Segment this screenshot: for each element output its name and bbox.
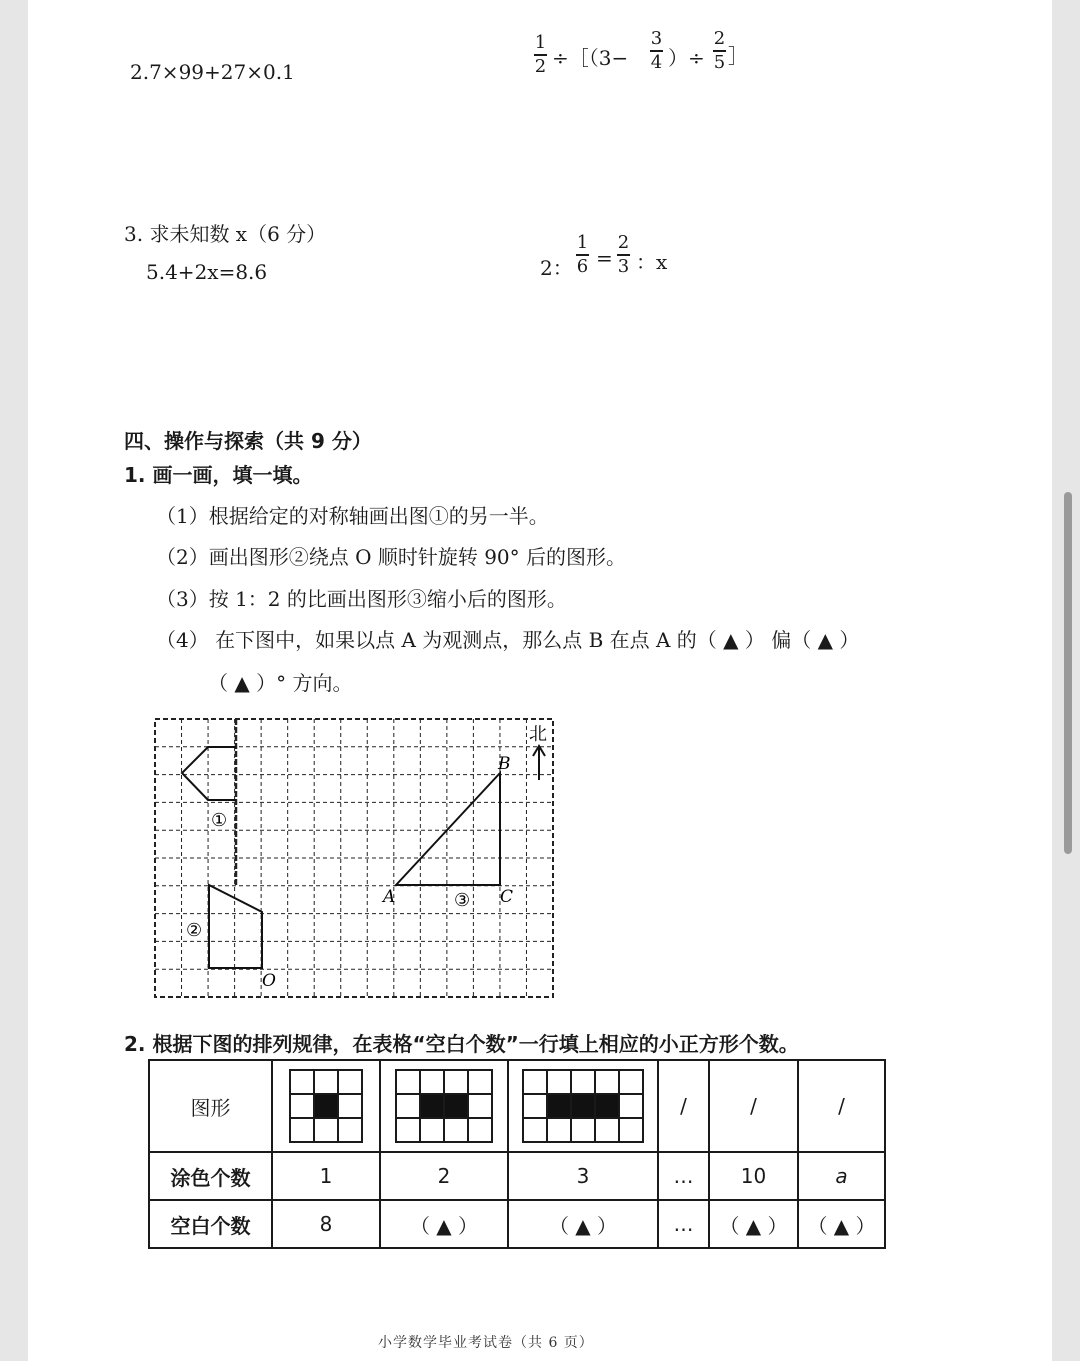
- label-figure-2: ②: [186, 920, 203, 941]
- slash-cell: /: [658, 1060, 709, 1152]
- question-1-part-3: （3）按 1：2 的比画出图形③缩小后的图形。: [156, 587, 567, 611]
- slash-cell: /: [709, 1060, 798, 1152]
- expression-part: ：x: [636, 250, 668, 274]
- expression-part: =: [596, 246, 613, 270]
- question-1: 1. 画一画，填一填。: [124, 463, 313, 487]
- blank-count-answer: （ ▲ ）: [709, 1200, 798, 1248]
- blank-count-answer: （ ▲ ）: [798, 1200, 885, 1248]
- pattern-table: [148, 1059, 886, 1249]
- shaded-count: 2: [380, 1152, 508, 1200]
- figure-3: [396, 773, 500, 885]
- shaded-count: 10: [709, 1152, 798, 1200]
- question-1-part-4: （4） 在下图中，如果以点 A 为观测点，那么点 B 在点 A 的（ ▲ ） 偏（ ▲ ）: [156, 628, 860, 652]
- row-header: 涂色个数: [149, 1152, 272, 1200]
- expression-part: ）÷: [668, 46, 705, 70]
- point-b-label: B: [498, 754, 511, 774]
- slash-cell: /: [798, 1060, 885, 1152]
- calc-item-a: 2.7×99+27×0.1: [130, 60, 295, 84]
- blank-count-answer: （ ▲ ）: [508, 1200, 658, 1248]
- point-a-label: A: [383, 887, 396, 907]
- row-header: 图形: [149, 1060, 272, 1152]
- equation-1: 5.4+2x=8.6: [146, 260, 268, 284]
- question-2: 2. 根据下图的排列规律，在表格“空白个数”一行填上相应的小正方形个数。: [124, 1032, 799, 1056]
- fraction: 1 6: [576, 232, 589, 277]
- fraction: 2 5: [713, 28, 726, 73]
- shaded-count: 1: [272, 1152, 380, 1200]
- figure-cell: [380, 1060, 508, 1152]
- pattern-figure-1: [289, 1069, 363, 1143]
- blank-count: 8: [272, 1200, 380, 1248]
- figure-1: [182, 747, 236, 800]
- north-label: 北: [529, 724, 547, 745]
- figure-cell: [508, 1060, 658, 1152]
- figure-cell: [272, 1060, 380, 1152]
- row-header: 空白个数: [149, 1200, 272, 1248]
- solve-heading: 3. 求未知数 x（6 分）: [124, 222, 327, 246]
- scrollbar-thumb[interactable]: [1064, 492, 1072, 854]
- table-row: [149, 1152, 885, 1200]
- label-figure-3: ③: [454, 890, 471, 911]
- expression-part: ］: [728, 44, 748, 68]
- fraction: 2 3: [617, 232, 630, 277]
- section-heading: 四、操作与探索（共 9 分）: [124, 429, 372, 453]
- point-o-label: O: [262, 971, 276, 991]
- blank-count-answer: （ ▲ ）: [380, 1200, 508, 1248]
- shaded-count: a: [798, 1152, 885, 1200]
- pattern-figure-3: [522, 1069, 644, 1143]
- fraction: 1 2: [534, 32, 547, 77]
- page-footer: 小学数学毕业考试卷（共 6 页）: [378, 1335, 594, 1351]
- table-row: [149, 1200, 885, 1248]
- pattern-figure-2: [395, 1069, 493, 1143]
- blank-count: …: [658, 1200, 709, 1248]
- shaded-count: 3: [508, 1152, 658, 1200]
- fraction: 3 4: [650, 28, 663, 73]
- point-c-label: C: [500, 887, 514, 907]
- figure-2: [209, 885, 262, 968]
- expression-part: 2：: [540, 256, 573, 280]
- shaded-count: …: [658, 1152, 709, 1200]
- question-1-part-1: （1）根据给定的对称轴画出图①的另一半。: [156, 504, 549, 528]
- table-row: [149, 1060, 885, 1152]
- grid-diagram: [150, 714, 560, 1004]
- label-figure-1: ①: [211, 810, 228, 831]
- expression-part: ÷［（3−: [552, 46, 629, 70]
- question-1-part-4-cont: （ ▲ ）° 方向。: [208, 671, 353, 695]
- question-1-part-2: （2）画出图形②绕点 O 顺时针旋转 90° 后的图形。: [156, 545, 626, 569]
